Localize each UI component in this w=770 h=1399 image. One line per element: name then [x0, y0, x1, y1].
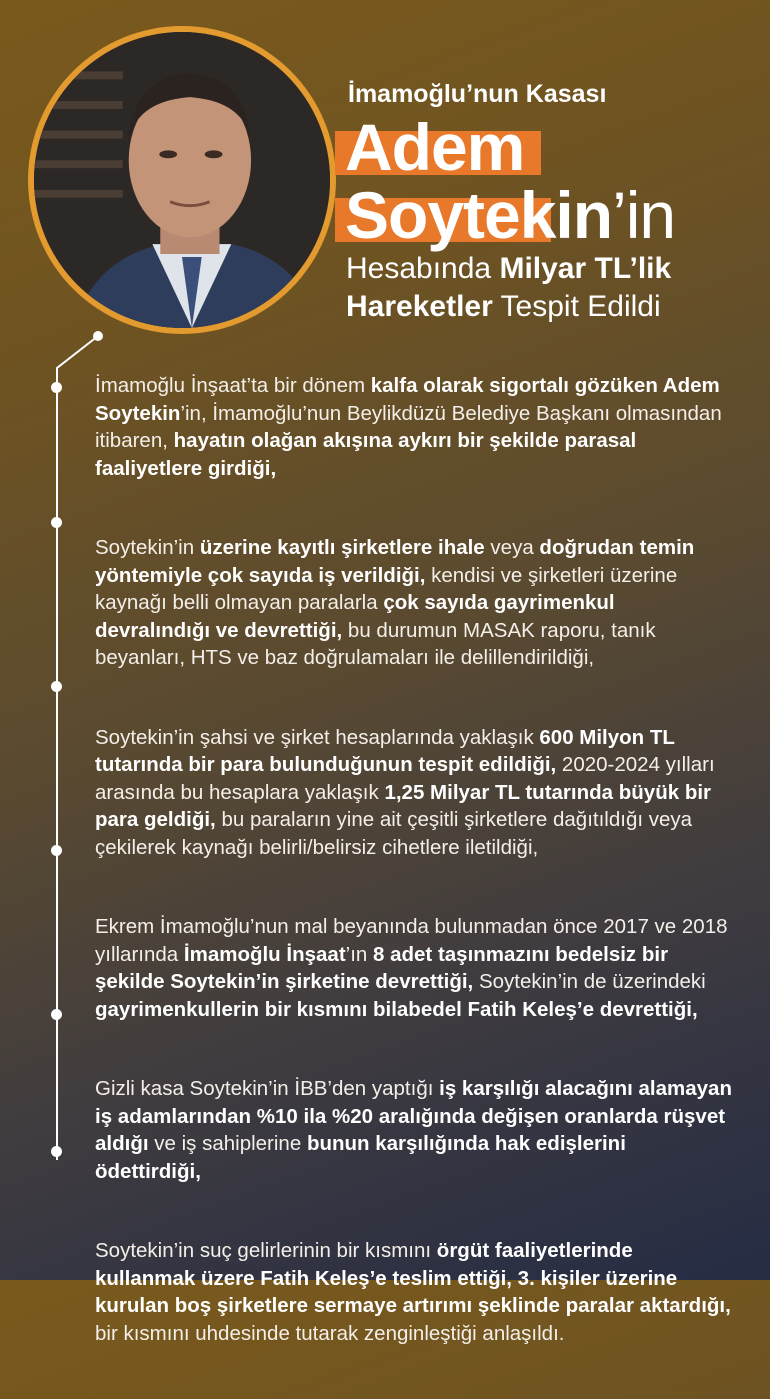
statement-bold-text: iş karşılığı alacağını alamayan iş adamlarından %10 ila %20 aralığında değişen oranlarda rüşvet aldığı — [95, 1077, 732, 1155]
statement-item — [95, 1237, 735, 1347]
portrait-photo — [34, 32, 330, 328]
statement-text: Gizli kasa Soytekin’in İBB’den yaptığı — [95, 1077, 440, 1100]
kicker-text: İmamoğlu’nun Kasası — [348, 80, 607, 108]
statement-item — [95, 724, 735, 862]
timeline-dot — [51, 1146, 62, 1157]
statement-bold-text: örgüt faaliyetlerinde kullanmak üzere Fatih Keleş’e teslim ettiği, 3. kişiler üzerine kurulan boş şirketlere sermaye artırımı şeklinde paralar aktardığı, — [95, 1239, 731, 1317]
statement-bold-text: 8 adet taşınmazını bedelsiz bir şekilde Soytekin’in şirketine devrettiği, — [95, 942, 669, 993]
statement-text: Soytekin’in şahsi ve şirket hesaplarında yaklaşık — [95, 725, 540, 749]
statement-text: Soytekin’in de üzerindeki — [473, 970, 706, 993]
statement-text: bir kısmını uhdesinde tutarak zenginleştiği anlaşıldı. — [95, 1321, 565, 1345]
statement-text: Ekrem İmamoğlu’nun mal beyanında bulunmadan önce 2017 ve 2018 yıllarında — [95, 915, 728, 966]
statement-item — [95, 1075, 735, 1185]
statement-list — [95, 372, 735, 1399]
statement-bold-text: 1,25 Milyar TL tutarında büyük bir para geldiği, — [95, 780, 712, 831]
name-last: Soytekin — [345, 178, 613, 252]
statement-text: ’ın — [345, 942, 374, 966]
subtitle-line-2 — [346, 288, 661, 326]
statement-bold-text: bunun karşılığında hak edişlerini ödettirdiği, — [95, 1132, 626, 1183]
statement-item — [95, 534, 735, 672]
statement-bold-text: gayrimenkullerin bir kısmını bilabedel Fatih Keleş’e devrettiği, — [95, 997, 698, 1021]
statement-text: bu paraların yine ait çeşitli şirketlere dağıtıldığı veya çekilerek kaynağı belirli/belirsiz cihetlere iletildiği, — [95, 808, 693, 859]
statement-item — [95, 913, 735, 1023]
subtitle-1b: Milyar TL’lik — [499, 252, 672, 285]
statement-text: Soytekin’in suç gelirlerinin bir kısmını — [95, 1239, 437, 1262]
statement-text: 2020-2024 yılları arasında bu hesaplara yaklaşık — [95, 753, 715, 804]
statement-bold-text: İmamoğlu İnşaat — [183, 942, 346, 966]
timeline-dot — [51, 681, 62, 692]
subtitle-2b: Tespit Edildi — [492, 290, 661, 323]
statement-text: ve iş sahiplerine — [148, 1132, 307, 1155]
statement-item — [95, 372, 735, 482]
name-last-line — [345, 180, 675, 250]
statement-text: ’in, İmamoğlu’nun Beylikdüzü Belediye Başkanı olmasından itibaren, — [95, 401, 722, 452]
name-first: Adem — [345, 110, 525, 184]
timeline-dot — [51, 382, 62, 393]
statement-bold-text: üzerine kayıtlı şirketlere ihale — [199, 536, 485, 559]
statement-text: veya — [484, 536, 540, 559]
statement-bold-text: hayatın olağan akışına aykırı bir şekilde parasal faaliyetlere girdiği, — [95, 429, 637, 480]
statement-bold-text: doğrudan temin yöntemiyle çok sayıda iş verildiği, — [95, 536, 695, 587]
statement-bold-text: çok sayıda gayrimenkul devralındığı ve devrettiği, — [95, 591, 615, 642]
subtitle-1a: Hesabında — [346, 252, 500, 285]
statement-text: İmamoğlu İnşaat’ta bir dönem — [95, 374, 371, 397]
statement-text: Soytekin’in — [95, 536, 200, 559]
portrait-frame — [28, 26, 336, 334]
subtitle-line-1 — [346, 250, 671, 288]
statement-bold-text: kalfa olarak sigortalı gözüken Adem Soytekin — [95, 374, 720, 425]
timeline-dot — [51, 517, 62, 528]
statement-text: bu durumun MASAK raporu, tanık beyanları, HTS ve baz doğrulamaları ile delillendirildiği, — [95, 618, 656, 669]
statement-bold-text: 600 Milyon TL tutarında bir para bulunduğunun tespit edildiği, — [95, 725, 675, 776]
timeline-dot — [51, 1009, 62, 1020]
name-suffix: ’in — [612, 178, 676, 252]
statement-text: kendisi ve şirketleri üzerine kaynağı belli olmayan paralarla — [95, 563, 678, 614]
subtitle-2a: Hareketler — [346, 290, 493, 323]
portrait-illustration — [34, 32, 330, 328]
timeline-dot — [51, 845, 62, 856]
